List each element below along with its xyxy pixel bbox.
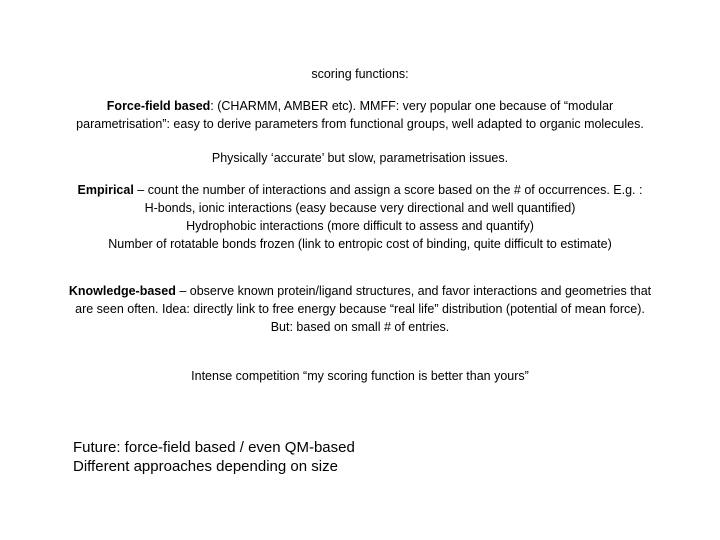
empirical-line-1-text: – count the number of interactions and assign a score based on the # of occurrences. E.g. : <box>133 183 643 197</box>
knowledge-paragraph <box>0 282 720 336</box>
future-line-2: Different approaches depending on size <box>73 458 338 475</box>
empirical-line-4: Number of rotatable bonds frozen (link to entropic cost of binding, quite difficult to estimate) <box>108 237 612 251</box>
knowledge-line-1 <box>0 282 720 300</box>
knowledge-line-2: are seen often. Idea: directly link to free energy because “real life” distribution (potential of mean force). <box>75 302 645 316</box>
empirical-line-2: H-bonds, ionic interactions (easy because very directional and well quantified) <box>144 201 576 215</box>
force-field-line-2: parametrisation”: easy to derive parameters from functional groups, well adapted to organic molecules. <box>76 117 644 131</box>
knowledge-label: Knowledge-based <box>68 284 176 298</box>
empirical-paragraph <box>0 181 720 253</box>
empirical-line-1 <box>0 181 720 199</box>
competition-paragraph <box>0 367 720 385</box>
physically-paragraph <box>0 149 720 167</box>
empirical-label: Empirical <box>77 183 134 197</box>
force-field-label: Force-field based <box>106 99 211 113</box>
force-field-paragraph <box>0 97 720 133</box>
slide-title <box>0 65 720 83</box>
force-field-line-1 <box>0 97 720 115</box>
future-paragraph <box>73 438 355 476</box>
force-field-line-1-text: : (CHARMM, AMBER etc). MMFF: very popular one because of “modular <box>210 99 614 113</box>
title-text: scoring functions: <box>311 67 409 81</box>
physically-text: Physically ‘accurate’ but slow, parametrisation issues. <box>211 151 509 165</box>
empirical-line-3: Hydrophobic interactions (more difficult to assess and quantify) <box>186 219 534 233</box>
future-line-1: Future: force-field based / even QM-based <box>73 439 355 456</box>
knowledge-line-1-text: – observe known protein/ligand structures, and favor interactions and geometries that <box>175 284 652 298</box>
knowledge-line-3: But: based on small # of entries. <box>270 320 450 334</box>
competition-text: Intense competition “my scoring function is better than yours” <box>191 369 529 383</box>
